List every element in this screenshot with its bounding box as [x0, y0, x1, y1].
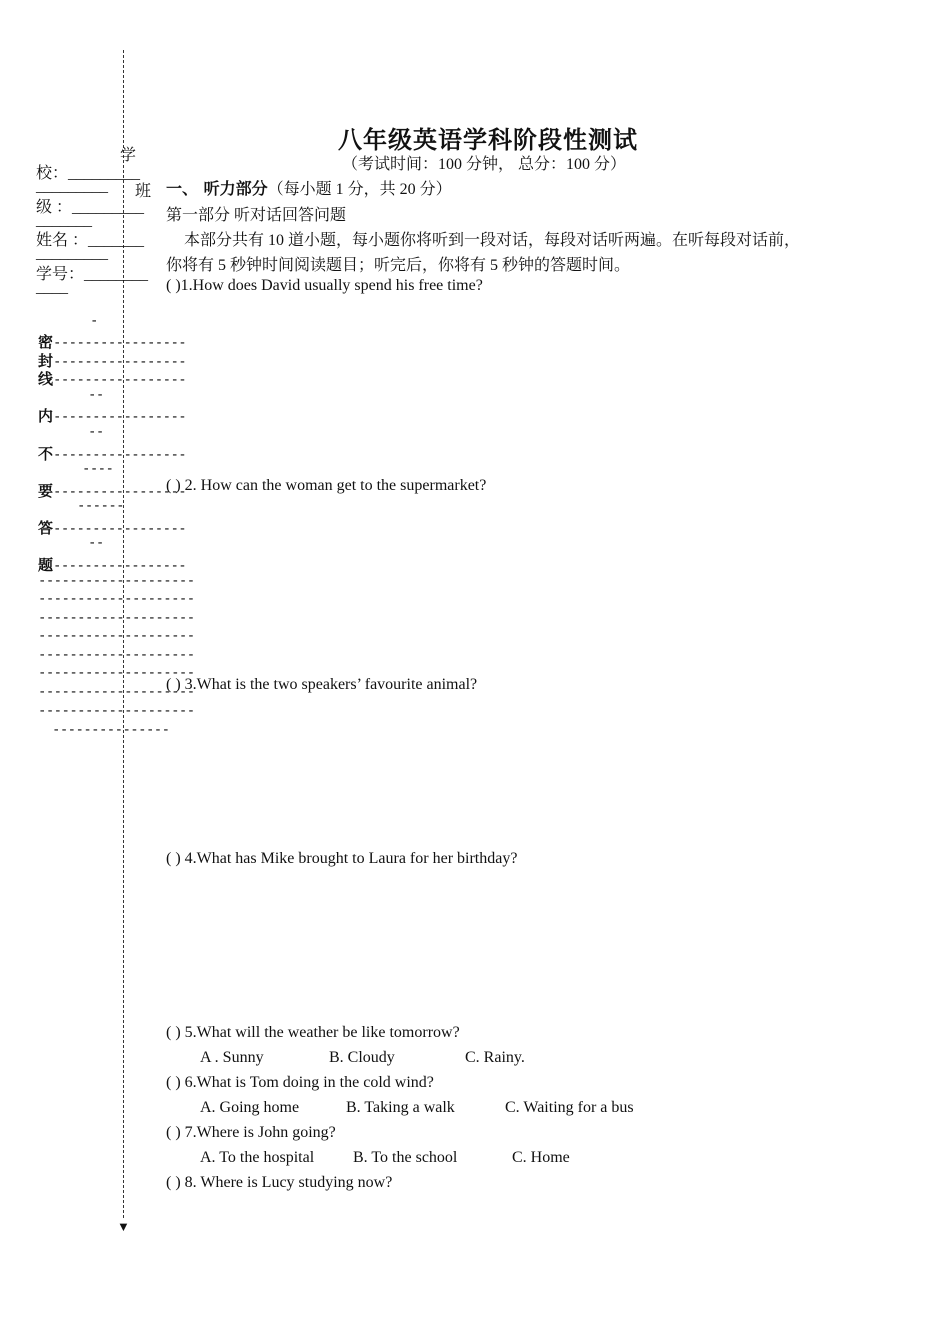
option-6b: B. Taking a walk: [346, 1099, 455, 1116]
seal-char: 答: [38, 519, 54, 537]
section-heading-title: 一、 听力部分: [166, 179, 268, 198]
seal-dash: --: [88, 424, 104, 440]
seal-dash: ---------------: [52, 722, 170, 738]
seal-char: 线: [38, 370, 54, 388]
school-field-line: _________: [36, 178, 108, 195]
option-5c: C. Rainy.: [465, 1049, 525, 1066]
class-char: 班: [135, 183, 152, 200]
seal-dash: --------------------: [38, 573, 195, 589]
seal-row: 题-----------------: [38, 556, 187, 574]
part-title: 第一部分 听对话回答问题: [166, 207, 347, 224]
seal-dash: --------------------: [38, 684, 195, 700]
seal-dash: --------------------: [38, 591, 195, 607]
seal-dash: ----: [82, 461, 114, 477]
seal-dash: ------: [77, 498, 124, 514]
class-field[interactable]: 级 ：_________: [36, 199, 145, 216]
instruction-line: 本部分共有 10 道小题，每小题你将听到一段对话，每段对话听两遍。在听每段对话前，: [184, 232, 801, 249]
option-6c: C. Waiting for a bus: [505, 1099, 634, 1116]
seal-row: 答-----------------: [38, 519, 187, 537]
seal-char: 内: [38, 407, 54, 425]
name-field-line: _________: [36, 245, 108, 262]
instruction-line: 你将有 5 秒钟时间阅读题目；听完后，你将有 5 秒钟的答题时间。: [166, 257, 631, 274]
seal-row: 不-----------------: [38, 445, 187, 463]
seal-char: 要: [38, 482, 54, 500]
seal-dash: -: [90, 313, 98, 329]
seal-row: 线-----------------: [38, 370, 187, 388]
section-heading: [166, 176, 452, 199]
section-heading-note: （每小题 1 分，共 20 分）: [267, 181, 452, 198]
seal-dash: --------------------: [38, 610, 195, 626]
seal-row: 要-----------------: [38, 482, 187, 500]
seal-dash: --------------------: [38, 647, 195, 663]
option-5a: A . Sunny: [200, 1049, 264, 1066]
question-4: ( ) 4.What has Mike brought to Laura for her birthday?: [166, 850, 518, 867]
option-6a: A. Going home: [200, 1099, 300, 1116]
seal-char: 封: [38, 352, 54, 370]
seal-row: 密-----------------: [38, 333, 187, 351]
page-title: 八年级英语学科阶段性测试: [338, 128, 638, 154]
question-3: ( ) 3.What is the two speakers’ favourite animal?: [166, 676, 478, 693]
seal-dash: --------------------: [38, 703, 195, 719]
school-char: 学: [120, 147, 137, 164]
option-5b: B. Cloudy: [329, 1049, 395, 1066]
question-2: ( ) 2. How can the woman get to the supermarket?: [166, 477, 487, 494]
option-7c: C. Home: [512, 1149, 570, 1166]
arrow-down-icon: ▼: [117, 1219, 130, 1234]
seal-dash: --------------------: [38, 665, 195, 681]
class-field-line: _______: [36, 212, 92, 229]
question-7: ( ) 7.Where is John going?: [166, 1124, 336, 1141]
seal-dash: --------------------: [38, 628, 195, 644]
name-field[interactable]: 姓名 ：_______: [36, 232, 145, 249]
question-8: ( ) 8. Where is Lucy studying now?: [166, 1174, 393, 1191]
seal-dash: --: [88, 535, 104, 551]
seal-char: 题: [38, 556, 54, 574]
seal-char: 密: [38, 333, 54, 351]
seal-dash: --: [88, 387, 104, 403]
student-id-field-line: ____: [36, 279, 68, 296]
student-id-field[interactable]: 学号：________: [36, 266, 149, 283]
option-7a: A. To the hospital: [200, 1149, 315, 1166]
seal-row: 封-----------------: [38, 352, 187, 370]
seal-row: 内-----------------: [38, 407, 187, 425]
question-6: ( ) 6.What is Tom doing in the cold wind?: [166, 1074, 434, 1091]
question-5: ( ) 5.What will the weather be like tomorrow?: [166, 1024, 460, 1041]
exam-info: （考试时间：100 分钟， 总分：100 分）: [342, 156, 627, 173]
school-field[interactable]: 校：_________: [36, 165, 141, 182]
question-1: ( )1.How does David usually spend his free time?: [166, 277, 483, 294]
seal-char: 不: [38, 445, 54, 463]
option-7b: B. To the school: [353, 1149, 458, 1166]
